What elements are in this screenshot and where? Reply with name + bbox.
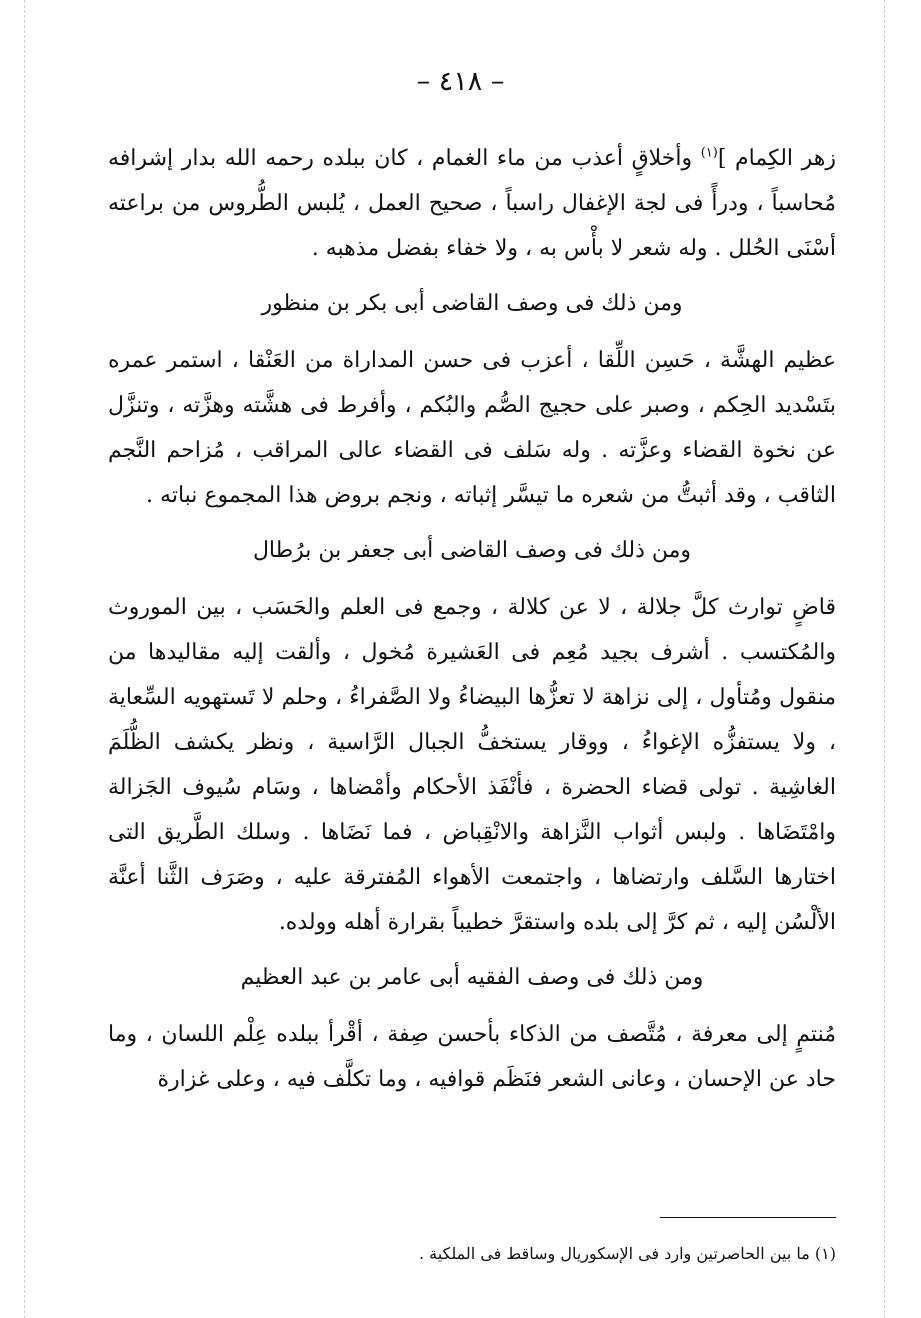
scan-artifact-right: [884, 0, 885, 1318]
paragraph-1-text-continued: وأخلاقٍ أعذب من ماء الغمام ، كان ببلده رحمه الله بدار إشرافه مُحاسباً ، ودرأً فى لجة الإغفال راسباً ، صحيح العمل ، يُلبس الطُّروس من براعته أسْنَى الحُلل . وله شعر لا بأْس به ، ولا خفاء بفضل مذهبه .: [108, 146, 836, 261]
page-number: – ٤١٨ –: [416, 66, 505, 97]
section-heading-1: ومن ذلك فى وصف القاضى أبى بكر بن منظور: [261, 291, 683, 316]
paragraph-2: عظيم الهشَّة ، حَسِن اللِّقا ، أعزب فى حسن المداراة من العَنْقا ، استمر عمره بتَسْديد الحِكم ، وصبر على حجيج الصُّم والبُكم ، وأفرط فى هشَّته وهزَّته ، وتنزَّل عن نخوة القضاء وعزَّته . وله سَلف فى القضاء عالى المراقب ، مُزاحم النَّجم الثاقب ، وقد أثبتُّ من شعره ما تيسَّر إثباته ، ونجم بروض هذا المجموع نباته .: [108, 348, 836, 508]
paragraph-1: [108, 136, 836, 271]
paragraph-4: مُنتمٍ إلى معرفة ، مُتَّصف من الذكاء بأحسن صِفة ، أقْرأ ببلده عِلْم اللسان ، وما حاد عن الإحسان ، وعانى الشعر فنَظَم قوافيه ، وما تكلَّف فيه ، وعلى غزارة: [108, 1022, 836, 1092]
scan-artifact-left: [24, 0, 25, 1318]
footnote-1: (١) ما بين الحاصرتين وارد فى الإسكوريال وساقط فى الملكية .: [418, 1244, 836, 1263]
main-text: [108, 136, 836, 1102]
footnote-ref-1: (١): [700, 145, 718, 161]
paragraph-1-text: زهر الكِمام ]: [717, 146, 836, 171]
footnote-divider: [660, 1217, 836, 1218]
paragraph-3: قاضٍ توارث كلَّ جلالة ، لا عن كلالة ، وجمع فى العلم والحَسَب ، بين الموروث والمُكتسب . أشرف بجيد مُعِم فى العَشيرة مُخول ، وألقت إليه مقاليدها من منقول ومُتأول ، إلى نزاهة لا تعزُّها البيضاءُ ولا الصَّفراءُ ، وحلم لا تَستهويه السِّعاية ، ولا يستفزُّه الإغواءُ ، ووقار يستخفُّ الجبال الرَّاسية ، ونظر يكشف الظُّلَمَ الغاشِية . تولى قضاء الحضرة ، فأنْفَذ الأحكام وأمْضاها ، وسَام سُيوف الجَزالة وامْتَضَاها . ولبس أثواب النَّزاهة والانْقِباض ، فما نَضَاها . وسلك الطَّريق التى اختارها السَّلف وارتضاها ، واجتمعت الأهواء المُفترقة عليه ، وصَرَف الثَّنا أعنَّة الألْسُن إليه ، ثم كرَّ إلى بلده واستقرَّ خطيباً بقرارة أهله وولده.: [108, 595, 836, 935]
section-heading-2: ومن ذلك فى وصف القاضى أبى جعفر بن برُطال: [252, 538, 692, 563]
section-heading-3: ومن ذلك فى وصف الفقيه أبى عامر بن عبد العظيم: [240, 965, 704, 990]
